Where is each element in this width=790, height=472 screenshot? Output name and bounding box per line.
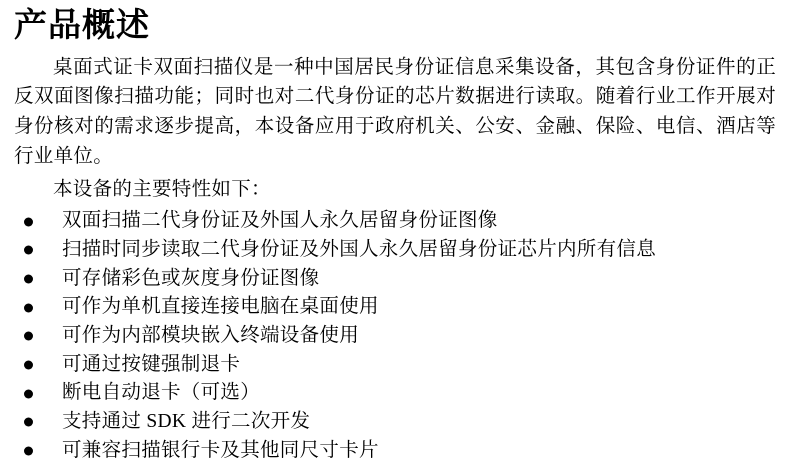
bullet-icon [24, 275, 33, 284]
bullet-icon [24, 217, 33, 226]
document-page [0, 8, 790, 472]
bullet-icon [24, 361, 33, 370]
list-item-label: 扫描时同步读取二代身份证及外国人永久居留身份证芯片内所有信息 [62, 239, 657, 261]
bullet-icon [24, 418, 33, 427]
list-item-label: 可通过按键强制退卡 [62, 353, 241, 375]
list-item [14, 265, 790, 294]
list-item [14, 293, 790, 322]
overview-paragraph-block [14, 53, 776, 172]
list-item-label: 断电自动退卡（可选） [62, 382, 261, 404]
list-item-label: 支持通过 SDK 进行二次开发 [62, 410, 311, 432]
bullet-icon [24, 332, 33, 341]
feature-list [0, 207, 790, 465]
list-item [14, 379, 790, 408]
list-item [14, 322, 790, 351]
page-title: 产品概述 [14, 6, 150, 43]
overview-paragraph: 桌面式证卡双面扫描仪是一种中国居民身份证信息采集设备，其包含身份证件的正反双面图像扫描功能；同时也对二代身份证的芯片数据进行读取。随着行业工作开展对身份核对的需求逐步提高，本设备应用于政府机关、公安、金融、保险、电信、酒店等行业单位。 [14, 56, 776, 167]
bullet-icon [24, 446, 33, 455]
bullet-icon [24, 303, 33, 312]
list-item-label: 双面扫描二代身份证及外国人永久居留身份证图像 [62, 210, 498, 232]
features-sub-heading: 本设备的主要特性如下： [53, 179, 271, 201]
list-item-label: 可存储彩色或灰度身份证图像 [62, 267, 320, 289]
bullet-icon [24, 246, 33, 255]
list-item [14, 437, 790, 466]
list-item-label: 可作为单机直接连接电脑在桌面使用 [62, 296, 379, 318]
list-item-label: 可兼容扫描银行卡及其他同尺寸卡片 [62, 439, 379, 461]
list-item [14, 207, 790, 236]
list-item [14, 351, 790, 380]
bullet-icon [24, 389, 33, 398]
list-item-label: 可作为内部模块嵌入终端设备使用 [62, 325, 360, 347]
list-item [14, 408, 790, 437]
list-item [14, 236, 790, 265]
